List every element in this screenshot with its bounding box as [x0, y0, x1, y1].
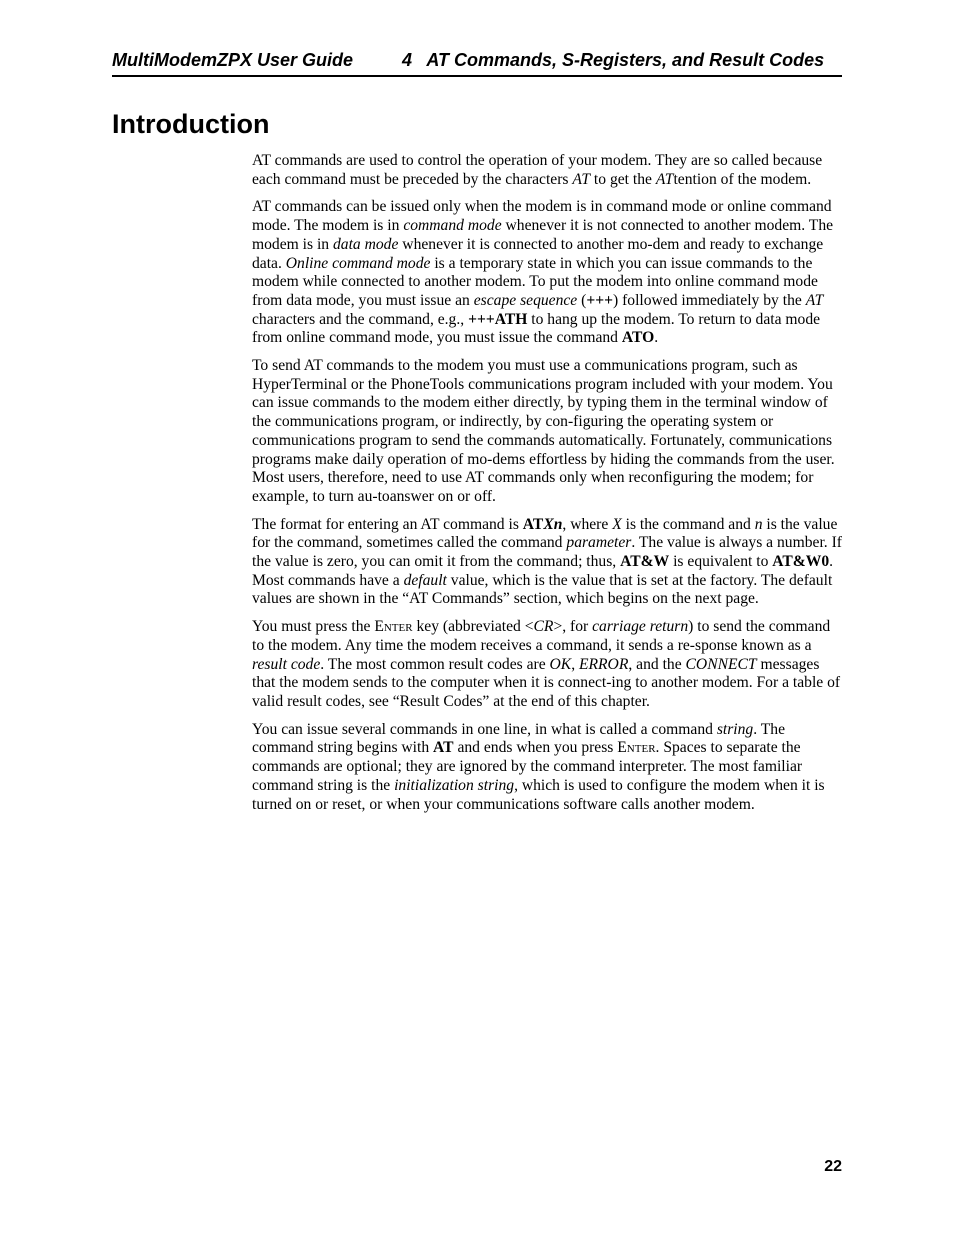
text-run: AT	[522, 515, 544, 533]
text-run: AT	[572, 170, 591, 188]
text-run: carriage return	[592, 618, 689, 636]
text-run: CR	[533, 618, 554, 636]
page-title: Introduction	[112, 109, 270, 139]
text-run: value, which is the value that is set at the factory. The default values are shown in the “AT Commands” section, which begins on the next page.	[252, 571, 833, 608]
text-run: .	[654, 329, 659, 347]
text-run: OK	[549, 655, 572, 673]
text-run: whenever it is not connected to another modem. The modem is in	[252, 217, 834, 253]
text-run: whenever it is connected to another mo-dem and ready to exchange data.	[252, 235, 824, 272]
text-run: AT&W0	[772, 553, 830, 571]
page-number: 22	[824, 1158, 842, 1175]
text-run: tention of the modem.	[673, 170, 812, 188]
text-run: n	[553, 515, 563, 533]
text-run: . Most commands have a	[252, 553, 834, 589]
paragraph-1	[252, 152, 844, 189]
text-run: You must press the	[252, 618, 375, 636]
body-text	[252, 152, 844, 823]
text-run: +++ATH	[468, 310, 528, 328]
running-header	[112, 47, 842, 77]
text-run: and ends when you press	[453, 739, 618, 757]
text-run: is the command and	[621, 515, 755, 533]
text-run: CONNECT	[685, 655, 757, 673]
text-run: parameter	[566, 534, 632, 552]
text-run: , which is used to configure the modem when it is turned on or reset, or when your communications software calls another modem.	[252, 776, 825, 813]
text-run: to hang up the modem. To return to data mode from online command mode, you must issue the command	[252, 310, 821, 347]
text-run: AT	[805, 291, 824, 309]
text-run: AT commands can be issued only when the modem is in command mode or online command mode. The modem is in	[252, 198, 832, 235]
text-run: +++	[586, 291, 613, 309]
text-run: initialization string	[394, 776, 515, 794]
text-run: data mode	[333, 235, 399, 253]
text-run: string	[716, 720, 754, 738]
text-run: AT commands are used to control the operation of your modem. They are so called because each command must be preceded by the characters	[252, 152, 823, 188]
text-run: To send AT commands to the modem you must use a communications program, such as HyperTerminal or the PhoneTools communications program included with your modem. You can issue commands to the modem either directly, by typing them in the terminal window of the communications program, or indirectly, by con-figuring the operating system or communications program to send the commands automatically. Fortunately, communications programs make daily operation of mo-dems effortless by hiding the commands from the user. Most users, therefore, need to use AT commands only when reconfiguring the modem; for example, to turn au-toanswer on or off.	[252, 357, 835, 505]
text-run: AT	[655, 170, 674, 188]
chapter-title: 4 AT Commands, S-Registers, and Result Codes	[402, 50, 825, 70]
text-run: is a temporary state in which you can issue commands to the modem while connected to another modem. To put the modem into online command mode from data mode, you must issue an	[252, 254, 818, 309]
text-run: escape sequence	[473, 291, 578, 309]
text-run: . Spaces to separate the commands are optional; they are ignored by the command interpreter. The most familiar command string is the	[252, 739, 803, 794]
text-run: Enter	[617, 739, 656, 757]
paragraph-3	[252, 357, 844, 507]
text-run: . The value is always a number. If the value is zero, you can omit it from the command; thus,	[252, 534, 842, 571]
text-run: messages that the modem sends to the computer when it is connect-ing to another modem. For a table of valid result codes, see “Result Codes” at the end of this chapter.	[252, 655, 841, 710]
text-run: characters and the command, e.g.,	[252, 310, 469, 328]
paragraph-6	[252, 721, 844, 815]
text-run: (	[577, 291, 587, 309]
text-run: You can issue several commands in one line, in what is called a command	[252, 720, 717, 738]
text-run: ,	[571, 655, 579, 673]
text-run: X	[543, 515, 554, 533]
text-run: result code	[252, 655, 321, 673]
paragraph-5	[252, 618, 844, 712]
text-run: AT&W	[620, 553, 670, 571]
text-run: , and the	[628, 655, 686, 673]
text-run: is the value for the command, sometimes called the command	[252, 515, 838, 552]
text-run: key (abbreviated <	[412, 618, 534, 636]
text-run: default	[403, 571, 447, 589]
text-run: ERROR	[578, 655, 629, 673]
text-run: Online command mode	[285, 254, 431, 272]
text-run: The format for entering an AT command is	[252, 515, 523, 533]
text-run: >, for	[553, 618, 593, 636]
text-run: . The command string begins with	[252, 720, 785, 757]
text-run: ) followed immediately by the	[612, 291, 806, 309]
text-run: AT	[433, 739, 454, 757]
text-run: X	[612, 515, 622, 533]
text-run: ATO	[621, 329, 655, 347]
text-run: is equivalent to	[669, 553, 773, 571]
paragraph-4	[252, 516, 844, 610]
text-run: ) to send the command to the modem. Any time the modem receives a command, it sends a re-sponse known as a	[252, 618, 831, 654]
text-run: . The most common result codes are	[320, 655, 550, 673]
text-run: to get the	[590, 170, 656, 188]
text-run: , where	[562, 515, 613, 533]
text-run: Enter	[374, 618, 413, 636]
guide-title: MultiModemZPX User Guide	[112, 50, 354, 70]
paragraph-2	[252, 198, 844, 348]
text-run: command mode	[403, 217, 502, 235]
text-run: n	[754, 515, 763, 533]
